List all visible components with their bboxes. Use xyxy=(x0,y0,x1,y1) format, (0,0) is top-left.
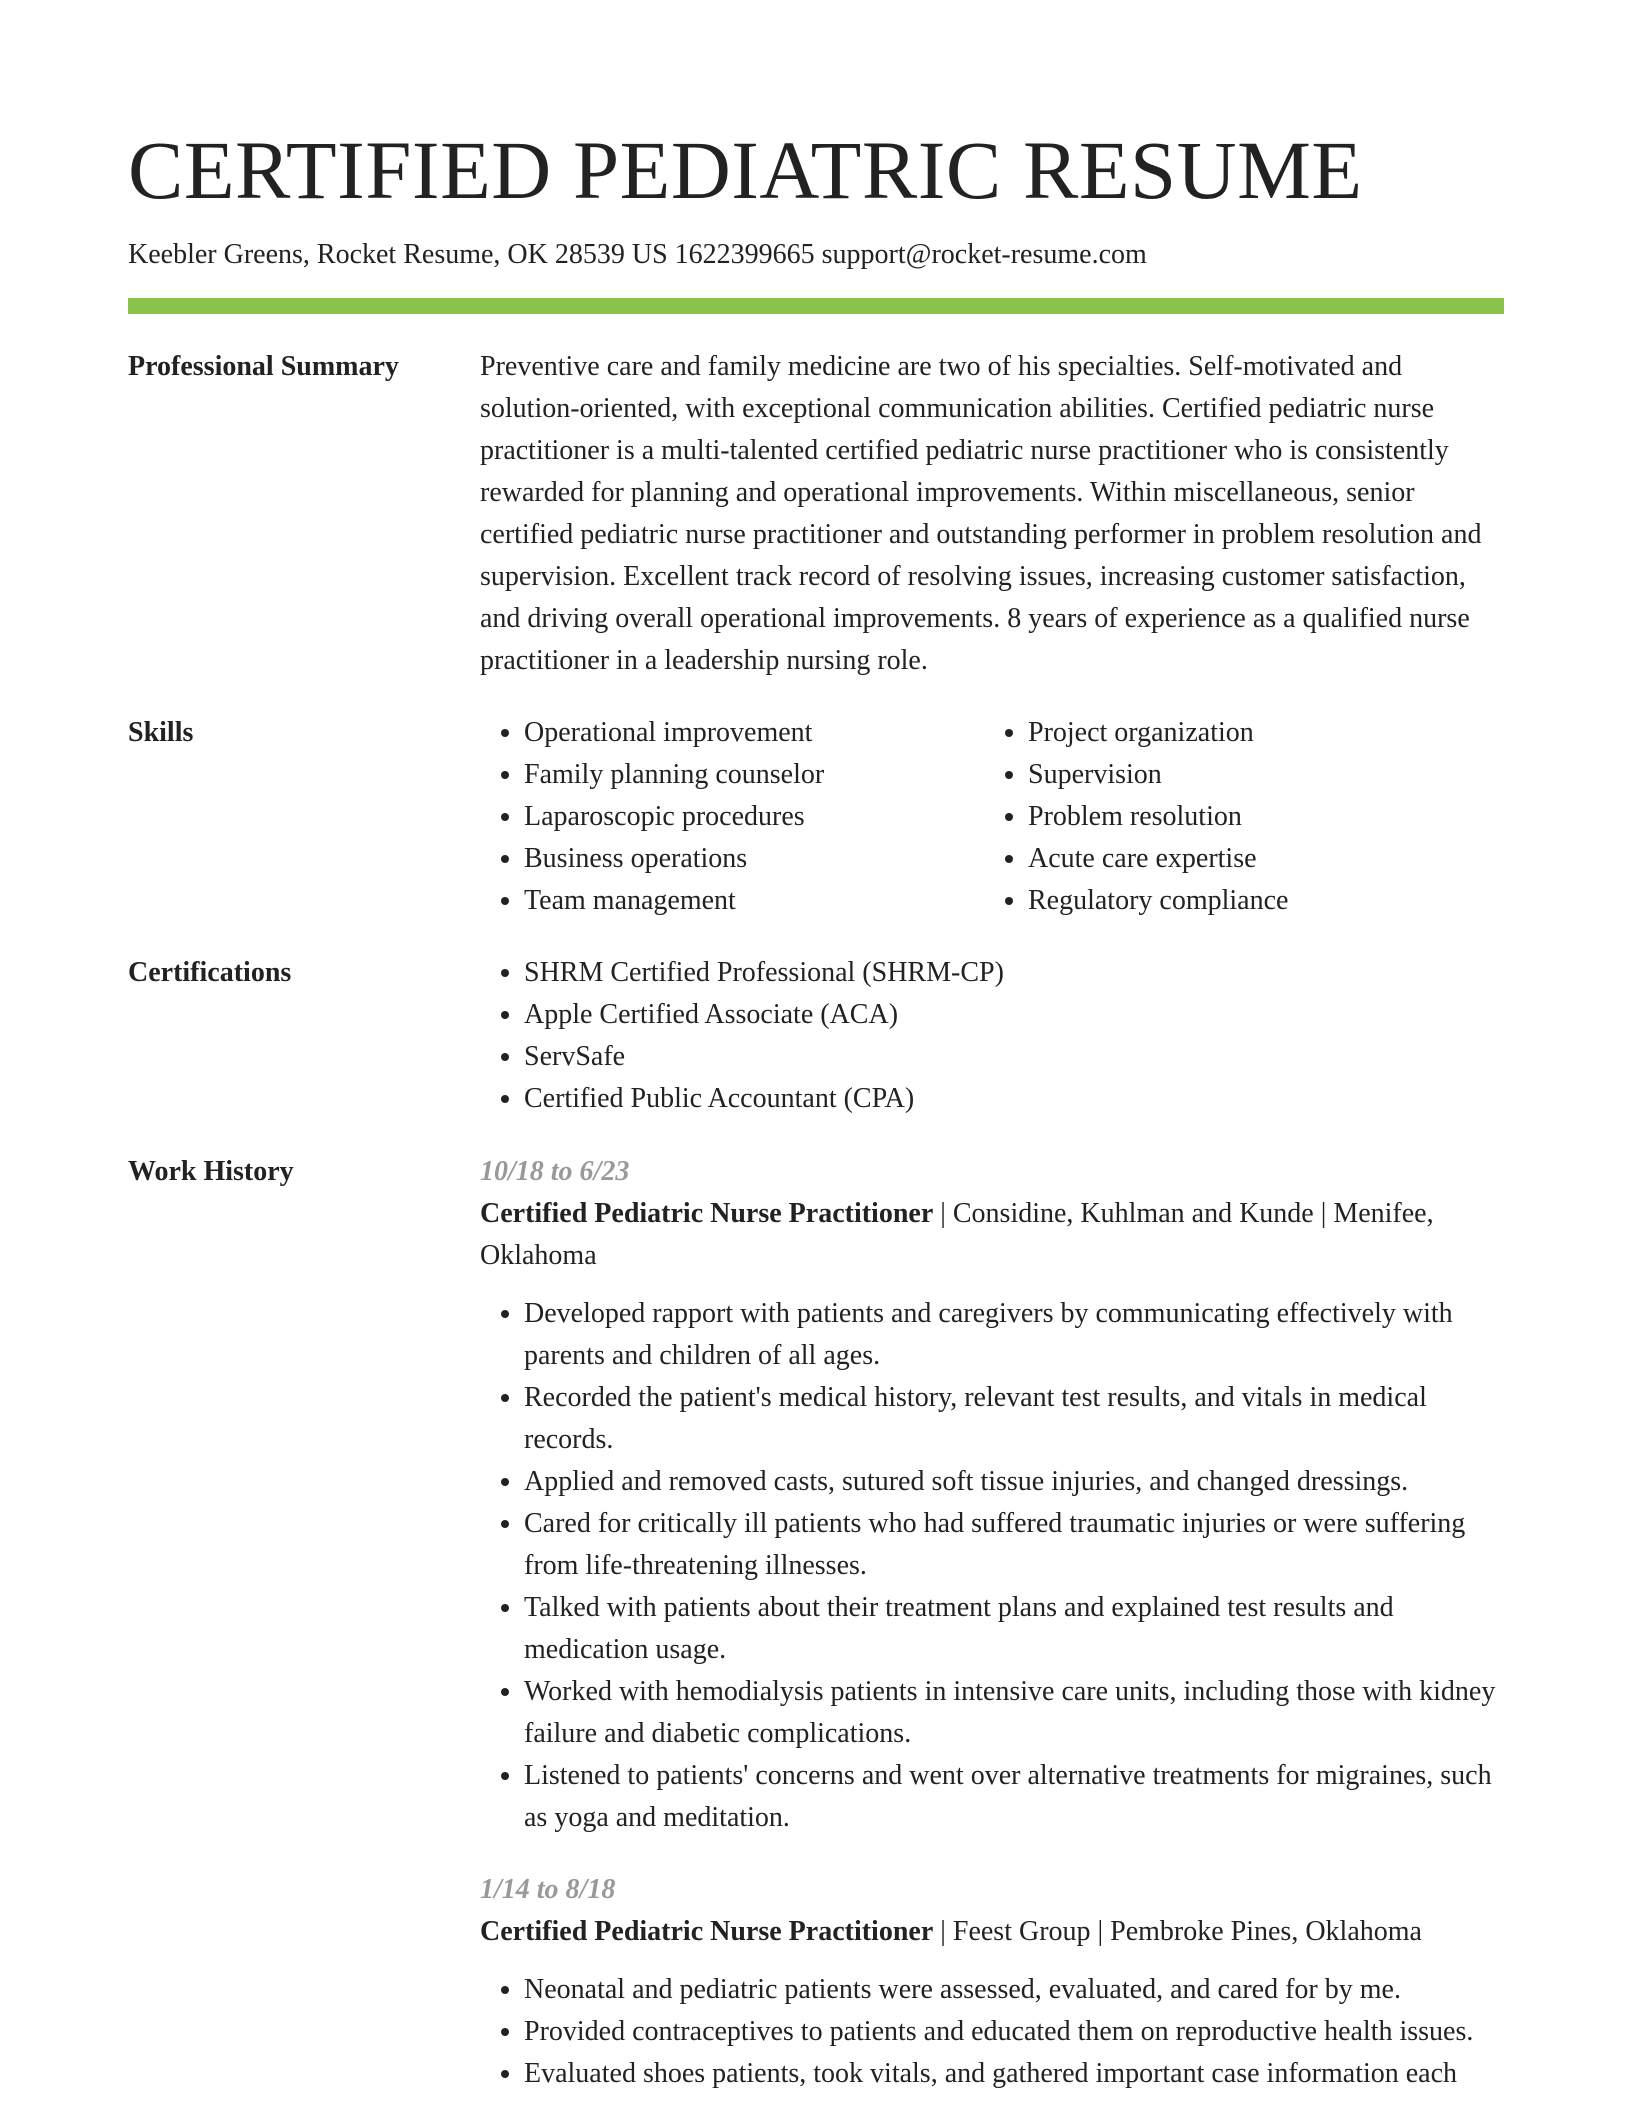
skills-list-right xyxy=(984,712,1488,922)
certification-item: • Apple Certified Associate (ACA) xyxy=(524,994,1504,1036)
job-entry xyxy=(480,1869,1504,2095)
skill-item: • Project organization xyxy=(1028,712,1488,754)
skill-item: • Team management xyxy=(524,880,984,922)
skill-item: • Operational improvement xyxy=(524,712,984,754)
job-heading xyxy=(480,1911,1504,1953)
section-label-certifications: Certifications xyxy=(128,957,292,988)
skill-item: • Regulatory compliance xyxy=(1028,880,1488,922)
contact-line: Keebler Greens, Rocket Resume, OK 28539 US 1622399665 support@rocket-resume.com xyxy=(128,239,1147,270)
job-duty: • Worked with hemodialysis patients in intensive care units, including those with kidney failure and diabetic complications. xyxy=(524,1671,1504,1755)
section-label-work-history: Work History xyxy=(128,1156,294,1187)
certification-item: • Certified Public Accountant (CPA) xyxy=(524,1078,1504,1120)
job-dates: 1/14 to 8/18 xyxy=(480,1874,616,1905)
job-duty: • Developed rapport with patients and caregivers by communicating effectively with parents and children of all ages. xyxy=(524,1293,1504,1377)
certification-item: • SHRM Certified Professional (SHRM-CP) xyxy=(524,952,1504,994)
job-title: Certified Pediatric Nurse Practitioner xyxy=(480,1198,934,1229)
certification-item: • ServSafe xyxy=(524,1036,1504,1078)
skill-item: • Problem resolution xyxy=(1028,796,1488,838)
section-label-summary: Professional Summary xyxy=(128,351,399,382)
job-duty: • Neonatal and pediatric patients were assessed, evaluated, and cared for by me. xyxy=(524,1969,1504,2011)
certifications-list xyxy=(480,952,1504,1120)
job-duties-list xyxy=(480,1293,1504,1839)
summary-body xyxy=(480,346,1504,682)
job-dates: 10/18 to 6/23 xyxy=(480,1156,630,1187)
header-divider xyxy=(128,298,1504,314)
resume-header xyxy=(128,118,1504,314)
certifications-body xyxy=(480,952,1504,1120)
job-duty: • Applied and removed casts, sutured soft tissue injuries, and changed dressings. xyxy=(524,1461,1504,1503)
job-duty: • Evaluated shoes patients, took vitals, and gathered important case information each xyxy=(524,2053,1504,2095)
work-history-body xyxy=(480,1151,1504,2095)
skill-item: • Family planning counselor xyxy=(524,754,984,796)
skills-body xyxy=(480,712,1504,922)
job-duty: • Talked with patients about their treatment plans and explained test results and medication usage. xyxy=(524,1587,1504,1671)
job-employer-location: | Feest Group | Pembroke Pines, Oklahoma xyxy=(933,1916,1422,1947)
skill-item: • Laparoscopic procedures xyxy=(524,796,984,838)
skill-item: • Acute care expertise xyxy=(1028,838,1488,880)
summary-text: Preventive care and family medicine are two of his specialties. Self-motivated and solution-oriented, with exceptional communication abilities. Certified pediatric nurse practitioner is a multi-talented certified pediatric nurse practitioner who is consistently rewarded for planning and operational improvements. Within miscellaneous, senior certified pediatric nurse practitioner and outstanding performer in problem resolution and supervision. Excellent track record of resolving issues, increasing customer satisfaction, and driving overall operational improvements. 8 years of experience as a qualified nurse practitioner in a leadership nursing role. xyxy=(480,351,1482,676)
resume-title: CERTIFIED PEDIATRIC RESUME xyxy=(128,124,1363,216)
job-duties-list xyxy=(480,1969,1504,2095)
skill-item: • Business operations xyxy=(524,838,984,880)
job-duty: • Provided contraceptives to patients and educated them on reproductive health issues. xyxy=(524,2011,1504,2053)
job-duty: • Recorded the patient's medical history, relevant test results, and vitals in medical records. xyxy=(524,1377,1504,1461)
job-heading xyxy=(480,1193,1504,1277)
section-label-skills: Skills xyxy=(128,717,194,748)
skills-list-left xyxy=(480,712,984,922)
job-employer-location: | Considine, Kuhlman and Kunde | Menifee, Oklahoma xyxy=(480,1198,1434,1271)
job-duty: • Listened to patients' concerns and went over alternative treatments for migraines, such as yoga and meditation. xyxy=(524,1755,1504,1839)
skill-item: • Supervision xyxy=(1028,754,1488,796)
job-entry xyxy=(480,1151,1504,1839)
job-duty: • Cared for critically ill patients who had suffered traumatic injuries or were suffering from life-threatening illnesses. xyxy=(524,1503,1504,1587)
job-title: Certified Pediatric Nurse Practitioner xyxy=(480,1916,934,1947)
